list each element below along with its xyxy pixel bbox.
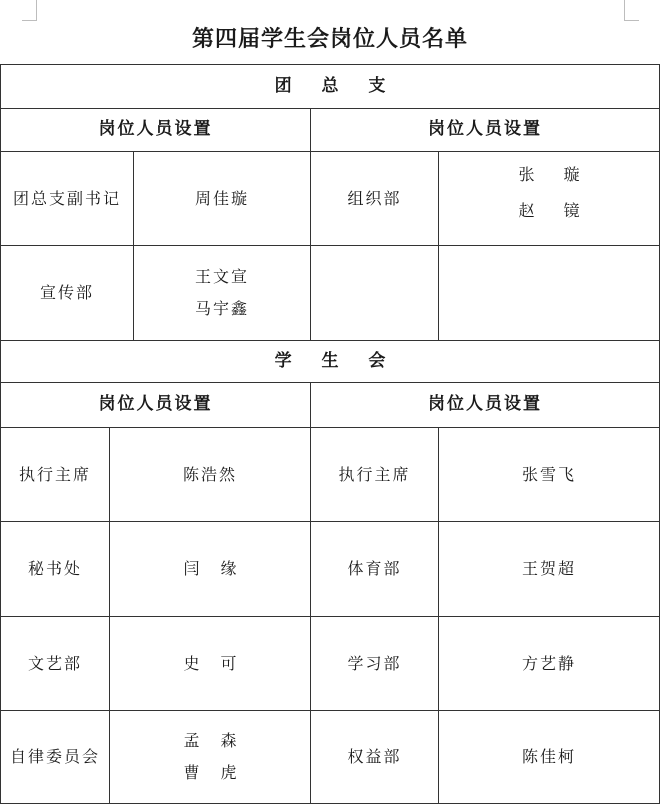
- person-name: 方艺静: [521, 653, 576, 673]
- roster-table: [0, 64, 660, 804]
- names-cell: [438, 427, 660, 521]
- page-corner-mark-left: [22, 0, 37, 21]
- tzz-header-right-label: 岗位人员设置: [428, 119, 542, 140]
- post-label: 自律委员会: [9, 747, 100, 767]
- page-corner-mark-right: [624, 0, 639, 21]
- post-cell: [0, 427, 109, 521]
- names-cell: [438, 521, 660, 616]
- tzz-section-title-cell: [0, 64, 660, 108]
- names-cell: [438, 710, 660, 804]
- names-cell: [109, 521, 310, 616]
- person-name: 张 璇: [518, 165, 592, 184]
- post-label: 宣传部: [39, 283, 94, 303]
- post-cell: [0, 710, 109, 804]
- post-label: 组织部: [347, 188, 402, 208]
- post-cell: [0, 521, 109, 616]
- tzz-section-row: [0, 64, 660, 108]
- post-label: 权益部: [347, 747, 402, 767]
- xsh-header-row: [0, 382, 660, 427]
- person-name: 赵 镜: [518, 200, 592, 220]
- xsh-section-title: 学 生 会: [274, 350, 398, 371]
- document-title: 第四届学生会岗位人员名单: [191, 26, 468, 52]
- person-name: 王贺超: [521, 559, 576, 579]
- post-label: 团总支副书记: [12, 188, 121, 208]
- person-name: 王文宣: [194, 267, 249, 287]
- names-cell: [438, 616, 660, 710]
- post-label: 文艺部: [27, 653, 82, 673]
- post-label: 体育部: [347, 559, 402, 579]
- xsh-row-3: [0, 616, 660, 710]
- names-cell-empty: [438, 245, 660, 340]
- post-cell: [310, 151, 438, 245]
- xsh-header-left-label: 岗位人员设置: [98, 394, 213, 415]
- tzz-header-left: [0, 108, 310, 151]
- xsh-section-title-cell: [0, 340, 660, 382]
- tzz-header-row: [0, 108, 660, 151]
- xsh-header-left: [0, 382, 310, 427]
- post-label: 执行主席: [18, 464, 91, 484]
- tzz-header-right: [310, 108, 660, 151]
- xsh-header-right-label: 岗位人员设置: [428, 394, 542, 415]
- person-name: 张雪飞: [521, 464, 576, 484]
- person-name: 陈佳柯: [521, 747, 576, 767]
- person-name: 马宇鑫: [194, 299, 249, 318]
- post-cell: [0, 151, 133, 245]
- tzz-header-left-label: 岗位人员设置: [98, 119, 213, 140]
- post-label: 执行主席: [338, 464, 411, 484]
- person-name: 曹 虎: [183, 763, 245, 782]
- post-label: 学习部: [347, 653, 402, 673]
- xsh-row-1: [0, 427, 660, 521]
- names-cell: [133, 151, 310, 245]
- post-cell: [0, 245, 133, 340]
- tzz-section-title: 团 总 支: [274, 75, 398, 96]
- post-cell: [310, 710, 438, 804]
- names-cell: [133, 245, 310, 340]
- xsh-row-4: [0, 710, 660, 804]
- post-cell: [310, 616, 438, 710]
- post-cell: [310, 427, 438, 521]
- names-cell: [109, 616, 310, 710]
- xsh-section-row: [0, 340, 660, 382]
- post-cell: [0, 616, 109, 710]
- post-label: 秘书处: [27, 559, 82, 579]
- tzz-row-1: [0, 151, 660, 245]
- post-cell: [310, 521, 438, 616]
- xsh-header-right: [310, 382, 660, 427]
- xsh-row-2: [0, 521, 660, 616]
- person-name: 闫 缘: [183, 559, 245, 579]
- tzz-row-2: [0, 245, 660, 340]
- person-name: 周佳璇: [194, 188, 249, 208]
- names-cell: [109, 427, 310, 521]
- names-cell: [109, 710, 310, 804]
- post-cell-empty: [310, 245, 438, 340]
- person-name: 陈浩然: [182, 464, 237, 484]
- names-cell: [438, 151, 660, 245]
- person-name: 孟 森: [183, 731, 245, 751]
- person-name: 史 可: [183, 653, 245, 673]
